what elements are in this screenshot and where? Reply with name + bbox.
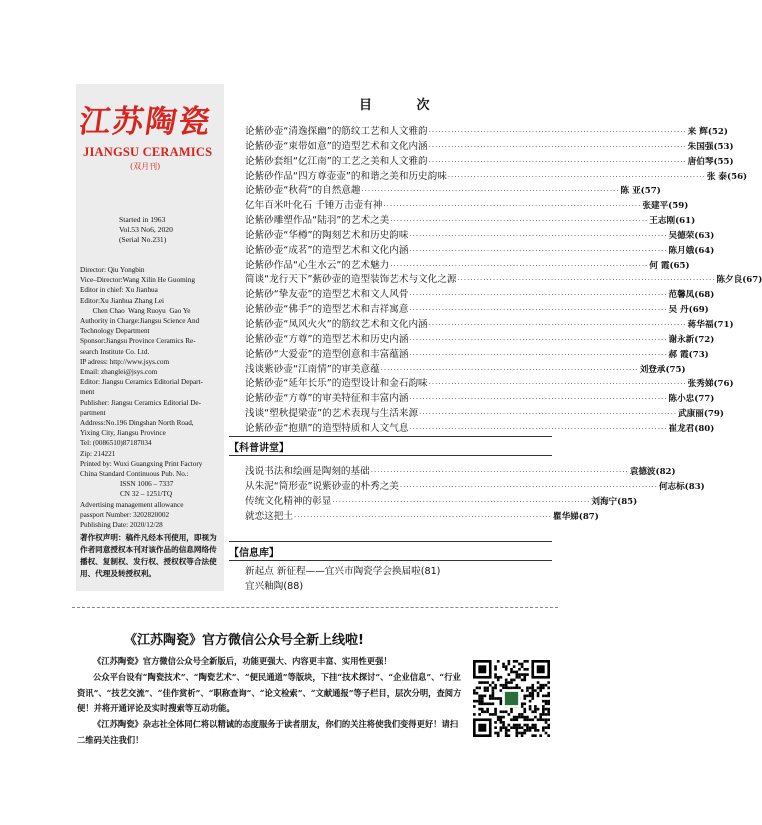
toc-entry-title: 论紫砂壶“清逸探幽”的筋纹工艺和人文雅韵 xyxy=(245,126,428,137)
toc-leader-dots: ················································································ xyxy=(332,497,591,506)
info-line: Editor in chief: Xu Jianhua xyxy=(80,286,158,295)
toc-entry xyxy=(245,271,762,286)
toc-entry-title: 论紫砂雕塑作品“陆羽”的艺术之美 xyxy=(245,215,390,227)
toc-leader-dots: ················································································ xyxy=(399,482,658,491)
info-line: Director: Qiu Yongbin xyxy=(80,266,145,274)
info-line: Vice–Director:Wang Xilin He Guoming xyxy=(80,276,195,285)
section-divider xyxy=(229,560,552,561)
toc-entry-title: 论紫砂壶“束带如意”的造型艺术和文化内涵 xyxy=(245,140,428,152)
toc-entry-title: 浅说书法和绘画是陶刻的基础 xyxy=(245,466,370,477)
masthead-details xyxy=(80,265,222,580)
toc-entry-title: 论紫砂壶“佛手”的造型艺术和吉祥寓意 xyxy=(245,304,409,316)
toc-leader-dots: ················································································ xyxy=(409,424,668,433)
toc-entry-title: 论紫砂壶“方尊”的审美特征和丰富内涵 xyxy=(245,393,409,405)
section-divider xyxy=(229,541,552,542)
info-line: partment xyxy=(80,408,106,417)
toc-entry-title: 论紫砂作品“四方尊壶壶”的和谐之美和历史韵味 xyxy=(245,170,447,182)
toc-entry xyxy=(245,390,715,405)
info-line: (Serial No.231) xyxy=(119,235,167,244)
toc-entry xyxy=(245,286,715,301)
toc-entry-title: 论紫砂壶“抱鼎”的造型特质和人文气息 xyxy=(245,422,409,434)
toc-entry-author-page: 吴德荣(63) xyxy=(668,230,715,241)
toc-leader-dots: ················································································ xyxy=(293,512,552,521)
toc-leader-dots: ················································································ xyxy=(419,410,678,419)
toc-entry-author-page: 刘登承(75) xyxy=(639,364,686,375)
toc-entry-author-page: 瞿华娣(87) xyxy=(552,511,599,522)
info-line: passport Number: 3202820002 xyxy=(80,510,170,519)
toc-leader-dots: ················································································ xyxy=(370,468,629,476)
info-line: ment xyxy=(80,388,95,397)
toc-entry-title: 论紫砂壶“华樽”的陶刻艺术和历史韵味 xyxy=(245,229,409,241)
toc-entry xyxy=(245,375,734,390)
toc-leader-dots: ················································································ xyxy=(428,380,687,389)
toc-entry xyxy=(245,212,696,227)
toc-entry-author-page: 蒋华福(71) xyxy=(687,319,734,330)
toc-entry xyxy=(245,478,705,493)
toc-entry-title: 就恋这把土 xyxy=(245,510,293,522)
info-line: search Institute Co. Ltd. xyxy=(80,347,150,356)
wechat-paragraph: 《江苏陶瓷》官方微信公众号全新版后，功能更强大、内容更丰富、实用性更强！ xyxy=(93,656,392,666)
info-line: Publisher: Jiangsu Ceramics Editorial De- xyxy=(80,398,201,407)
wechat-paragraph: 《江苏陶瓷》杂志社全体同仁将以精诚的态度服务于读者朋友，你们的关注将使我们变得更好！请扫二维码关注我们！ xyxy=(77,719,459,745)
toc-leader-dots: ················································································ xyxy=(383,202,642,211)
toc-entry-author-page: 陈月娥(64) xyxy=(668,245,715,256)
toc-leader-dots: ················································································ xyxy=(457,276,716,285)
info-line: Editor: Jiangsu Ceramics Editorial Depart- xyxy=(80,378,203,387)
toc-leader-dots: ················································································ xyxy=(409,350,668,359)
toc-leader-dots: ················································································ xyxy=(390,261,649,270)
info-line: Sponsor:Jiangsu Province Ceramics Re- xyxy=(80,337,196,346)
info-line: Advertising management allowance xyxy=(80,500,184,509)
toc-entry-title: 传统文化精神的彰显 xyxy=(245,495,332,507)
toc-entry-title: 论紫砂“挚友壶”的造型艺术和文人风骨 xyxy=(245,289,409,301)
toc-leader-dots: ················································································ xyxy=(409,306,668,315)
section-divider xyxy=(229,436,552,437)
toc-entry-title: 论紫砂作品“心生水云”的艺术魅力 xyxy=(245,259,390,271)
info-line: China Standard Continuous Pub. No.: xyxy=(80,470,189,479)
kepu-list xyxy=(245,463,705,522)
info-line: Email: zhanglei@jsys.com xyxy=(80,368,158,377)
toc-entry xyxy=(245,227,715,242)
toc-entry xyxy=(245,242,715,257)
toc-entry-title: 论紫砂壶“方尊”的造型艺术和历史内涵 xyxy=(245,333,409,345)
toc-entry xyxy=(245,493,638,508)
toc-entry-title: 论紫砂壶“凤风火火”的筋纹艺术和文化内涵 xyxy=(245,318,428,330)
info-line: CN 32 – 1251/TQ xyxy=(120,490,173,499)
toc-entry xyxy=(245,361,686,376)
toc-entry-author-page: 谢永新(72) xyxy=(668,334,715,345)
qr-code-icon[interactable] xyxy=(473,660,550,737)
journal-logo-chinese: 江苏陶瓷 xyxy=(76,104,215,140)
toc-entry xyxy=(245,405,724,420)
wechat-paragraph: 公众平台设有“陶瓷技术”、“陶瓷艺术”、“便民通道”等版块，下挂“技术探讨”、“企业信息”、“行业资讯”、“技艺交流”、“佳作赏析”、“职称查询”、“论文检索”、“文献通报”等子栏目，层次分明，查阅方便！并将开通评论及实时搜索等互动功能。 xyxy=(77,672,462,714)
toc-entry-author-page: 王志刚(61) xyxy=(649,216,696,227)
toc-leader-dots: ················································································ xyxy=(428,320,687,329)
toc-entry-author-page: 何志标(83) xyxy=(658,481,705,492)
toc-entry xyxy=(245,301,709,316)
toc-leader-dots: ················································································ xyxy=(380,365,639,374)
info-line: Printed by: Wuxi Guangxing Print Factory xyxy=(80,459,203,468)
toc-entry xyxy=(245,508,599,523)
toc-entry xyxy=(245,168,748,183)
info-line: Authority in Charge:Jiangsu Science And xyxy=(80,317,200,326)
info-line: ISSN 1006 – 7337 xyxy=(120,480,174,489)
toc-entry-title: 论紫砂壶“成茗”的造型艺术和文化内涵 xyxy=(245,244,409,256)
toc-leader-dots: ················································································ xyxy=(428,128,687,136)
toc-entry xyxy=(245,257,690,272)
toc-entry-author-page: 陈 亚(57) xyxy=(620,186,661,197)
toc-entry-author-page: 来 辉(52) xyxy=(687,127,728,137)
toc-entry: 宜兴釉陶(88) xyxy=(245,581,304,592)
toc-leader-dots: ················································································ xyxy=(361,187,620,196)
toc-leader-dots: ················································································ xyxy=(447,172,706,181)
toc-leader-dots: ················································································ xyxy=(409,395,668,404)
toc-entry-title: 亿年百米叶化石 千锤万击壶有神 xyxy=(245,200,383,212)
toc-entry-title: 浅谈紫砂壶“江南情”的审美意蕴 xyxy=(245,363,380,375)
info-line: IP adress: http://www.jsys.com xyxy=(80,357,170,366)
toc-entry: 新起点 新征程——宜兴市陶瓷学会换届啦(81) xyxy=(245,566,441,577)
toc-entry xyxy=(245,123,728,138)
toc-entry-author-page: 武康丽(79) xyxy=(678,409,724,420)
info-line: Started in 1963 xyxy=(119,215,166,224)
toc-entry-author-page: 范馨凤(68) xyxy=(668,290,715,301)
toc-leader-dots: ················································································ xyxy=(390,217,649,226)
toc-entry-author-page: 何 霞(65) xyxy=(649,260,690,271)
section-heading-info: 【信息库】 xyxy=(229,548,279,559)
toc-entry-title: 论紫砂壶“延年长乐”的造型设计和金石韵味 xyxy=(245,378,428,390)
toc-entry xyxy=(245,463,676,478)
info-line: Address:No.196 Dingshan North Road, xyxy=(80,419,194,428)
toc-leader-dots: ················································································ xyxy=(409,246,668,255)
toc-entry-author-page: 刘海宁(85) xyxy=(591,496,638,507)
copyright-notice: 著作权声明：稿件凡经本刊使用，即视为作者同意授权本刊对该作品的信息网络传播权、复制权、发行权、授权权等合法使用、代理及转授权利。 xyxy=(80,533,217,579)
toc-entry xyxy=(245,138,734,153)
toc-entry xyxy=(245,316,734,331)
info-line: Yixing City, Jiangsu Province xyxy=(80,429,166,438)
toc-entry-title: 简谈“龙行天下”紫砂壶的造型装饰艺术与文化之源 xyxy=(245,274,457,286)
toc-entry-author-page: 张 泰(56) xyxy=(706,171,748,182)
toc-entry-title: 从朱泥“筒形壶”说紫砂壶的朴秀之美 xyxy=(245,480,399,492)
toc-list xyxy=(245,123,762,435)
toc-entry xyxy=(245,182,661,197)
info-line: Zip: 214221 xyxy=(80,449,116,458)
page-divider xyxy=(72,607,558,608)
journal-frequency: (双月刊) xyxy=(130,162,161,171)
toc-leader-dots: ················································································ xyxy=(428,157,687,166)
section-heading-kepu: 【科普讲堂】 xyxy=(229,443,289,454)
info-line: Technology Department xyxy=(80,327,150,336)
toc-entry xyxy=(245,331,715,346)
toc-leader-dots: ················································································ xyxy=(409,335,668,344)
toc-entry-title: 论紫砂壶“秋荷”的自然意趣 xyxy=(245,185,361,197)
toc-entry xyxy=(245,153,734,168)
section-divider xyxy=(229,455,552,456)
toc-entry-author-page: 张建平(59) xyxy=(642,201,689,212)
info-line: Editor:Xu Jianhua Zhang Lei xyxy=(80,296,165,305)
info-line: Tel: (0086510)87187034 xyxy=(80,439,152,448)
toc-entry-author-page: 张秀娣(76) xyxy=(687,379,734,390)
toc-entry-author-page: 陈小忠(77) xyxy=(668,394,715,405)
wechat-banner: 《江苏陶瓷》官方微信公众号全新上线啦! xyxy=(124,633,364,648)
toc-entry-author-page: 陈夕良(67) xyxy=(716,275,762,286)
toc-entry-title: 浅谈“塑秋提梁壶”的艺术表现与生活来源 xyxy=(245,408,419,420)
toc-entry-author-page: 郝 霞(73) xyxy=(668,349,709,360)
info-line: Publishing Date: 2020/12/28 xyxy=(80,521,163,530)
publication-info xyxy=(119,215,173,245)
toc-entry-author-page: 吴 丹(69) xyxy=(668,305,709,316)
toc-entry-author-page: 唐伯琴(55) xyxy=(687,156,734,167)
toc-title: 目 次 xyxy=(359,98,450,113)
toc-leader-dots: ················································································ xyxy=(428,142,687,151)
toc-entry-title: 论紫砂套组“亿江南”的工艺之美和人文雅韵 xyxy=(245,155,428,167)
toc-entry xyxy=(245,420,715,435)
toc-entry-author-page: 崔龙君(80) xyxy=(668,423,715,434)
toc-entry xyxy=(245,197,689,212)
toc-entry-title: 论紫砂“大爱壶”的造型创意和丰富蕴涵 xyxy=(245,348,409,360)
journal-logo-english: JIANGSU CERAMICS xyxy=(83,145,213,159)
toc-entry-author-page: 朱国强(53) xyxy=(687,141,734,152)
toc-entry-author-page: 袁德波(82) xyxy=(629,467,676,477)
toc-leader-dots: ················································································ xyxy=(409,231,668,240)
info-line: Chen Chao Wang Ruoyu Gao Ye xyxy=(80,306,191,315)
toc-entry xyxy=(245,346,709,361)
toc-leader-dots: ················································································ xyxy=(409,291,668,300)
info-line: Vol.53 No6, 2020 xyxy=(119,225,173,234)
